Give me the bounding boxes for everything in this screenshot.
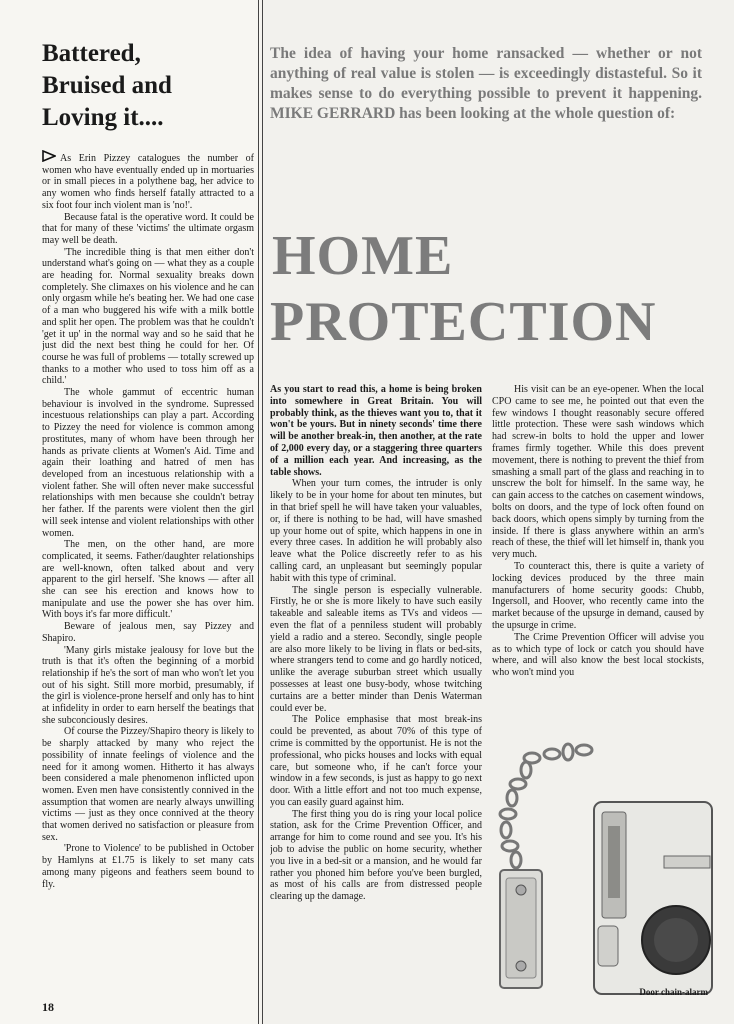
column-divider: [262, 0, 263, 1024]
paragraph: The Police emphasise that most break-ins could be prevented, as about 70% of this type of crime is committed by the opportunist. He is not the professional, who picks houses and locks with equal care, but someone who, if he can't force your window in a few seconds, is just as happy to go next door. With a little effort and not too much expense, you can easily guard against him.: [270, 714, 482, 808]
triangle-bullet-icon: [42, 150, 56, 162]
paragraph: When your turn comes, the intruder is only likely to be in your home for about ten minutes, but in that brief spell he will have taken your valuables, or, if there is nothing to be had, will have smashed up your home out of spite, which happens in one in every three cases. In addition he will probably also leave what the Police discreetly refer to as his calling card, an unpleasant but seemingly popular habit with this type of criminal.: [270, 478, 482, 584]
alarm-unit-icon: [594, 802, 712, 994]
paragraph: The whole gammut of eccentric human behaviour is involved in the syndrome. Supressed incestuous relationships can play a part. According to Pizzey the need for violence is common among prostitutes, many of whom have been through her hands as private clients at Women's Aid. Time and again their loathing and hatred of men has developed from an incestuous relationship with a violent father. She will often never make successful relationships with men because she couldn't betray her father. If the parents were violent then the girl will seek intense and violent relationships with other women.: [42, 387, 254, 539]
paragraph: 'Prone to Violence' to be published in October by Hamlyns at £1.75 is likely to set many cats among many pigeons and feathers seem bound to fly.: [42, 843, 254, 890]
article-intro: The idea of having your home ransacked — whether or not anything of real value is stolen — is exceedingly distasteful. So it makes sense to do everything possible to prevent it happening. MIKE GERRARD has been looking at the whole question of:: [270, 45, 702, 122]
left-article-body: [42, 150, 254, 998]
paragraph: The single person is especially vulnerable. Firstly, he or she is more likely to have such easily takeable and saleable items as TVs and videos — even the flat of a penniless student will probably yield a radio and a stereo. Secondly, single people are also more likely to be living in flats or bed-sits, where strangers tend to come and go hardly noticed, unlike the average suburban street which usually possesses at least one busy-body, whose twitching curtains are a better minder than Denis Waterman could ever be.: [270, 584, 482, 714]
paragraph: Beware of jealous men, say Pizzey and Shapiro.: [42, 621, 254, 644]
paragraph: The men, on the other hand, are more complicated, it seems. Father/daughter relationships are well-known, often talked about and very apparent to the girl herself. 'She knows — after all she can see his erection and knows how to manipulate and use the power she has over him. With boys it's far more difficult.': [42, 539, 254, 621]
paragraph: As Erin Pizzey catalogues the number of women who have eventually ended up in mortuaries or in small pieces in a polythene bag, her advice to any women who finds herself fatally attracted to a six foot four inch violent man is 'no!'.: [42, 150, 254, 212]
chain-slider-icon: [500, 870, 542, 988]
paragraph: Of course the Pizzey/Shapiro theory is likely to be sharply attacked by many who reject the possibility of innate feelings of violence and the need for it among women. Hitherto it has always been considered a male phenomenon inflicted upon women. Even men have consistently connived in the assumption that women are nearly always unwilling victims — just as they once connived at the theory that women derived no satisfaction or pleasure from sex.: [42, 726, 254, 843]
title-line: Loving it....: [42, 104, 164, 131]
paragraph: The first thing you do is ring your local police station, ask for the Crime Prevention Officer, and arrange for him to come round and see you. It's his job to advise the public on home security, whether you live in a bed-sit or a mansion, and he would far rather you phoned him before you've been burgled, as most of his calls are from distressed people clearing up the damage.: [270, 808, 482, 903]
paragraph: To counteract this, there is quite a variety of locking devices produced by the three main manufacturers of home security goods: Chubb, Ingersoll, and Hoover, who recently came into the market because of the upsurge in demand, caused by the upsurge in crime.: [492, 560, 704, 631]
door-chain-alarm-photo: [492, 740, 714, 1002]
paragraph: The Crime Prevention Officer will advise you as to which type of lock or catch you should have where, and will also know the best local stockists, who won't mind you: [492, 631, 704, 679]
headline-home: HOME: [272, 225, 454, 287]
article-column-2: [492, 384, 704, 740]
paragraph: His visit can be an eye-opener. When the local CPO came to see me, he pointed out that even the few windows I thought reasonably secure offered little protection. These were sash windows which had screw-in bolts to hold the upper and lower frames firmly together. While this does prevent movement, there is nothing to prevent the thief from smashing a small part of the glass and reaching in to unscrew the bolt for himself. In the same way, he can gain access to the catches on casement windows, bolts on doors, and the type of lock often found on back doors, which opens simply by turning from the inside. If there is glass anywhere within an arm's reach of these, the thief will let himself in, thank you very much.: [492, 384, 704, 561]
paragraph: Because fatal is the operative word. It could be that for many of these 'victims' the ultimate orgasm may well be death.: [42, 211, 254, 246]
paragraph: 'The incredible thing is that men either don't understand what's going on — what they as a couple are heading for. Normal sexuality breaks down completely. She climaxes on his violence and he can only orgasm while he's beating her. We had one case of a man who buggered his wife with a milk bottle and split her open. The problem was that he couldn't 'get it up' in the normal way and so he said that he just did the next best thing he could for her. Of course he was full of problems — totally screwed up thanks to a mother who used to toss him off as a child.': [42, 246, 254, 387]
paragraph: 'Many girls mistake jealousy for love but the truth is that it's often the beginning of a morbid relationship if he's the sort of man who won't let you out of his sight. Still more morbid, presumably, if the girl is violence-prone herself and only has to hint at infidelity in order to earn herself the beatings that she subconciously desires.: [42, 644, 254, 726]
photo-caption: Door chain-alarm: [639, 987, 708, 997]
article-column-1: [270, 384, 482, 1000]
headline-protection: PROTECTION: [270, 291, 657, 353]
lead-paragraph: As you start to read this, a home is being broken into somewhere in Great Britain. You will probably think, as the thieves want you to, that it won't be yours. But in ninety seconds' time there will be another break-in, then another, at the rate of 2,000 every day, or a staggering three quarters of a million each year. And increasing, as the table shows.: [270, 384, 482, 478]
left-article-title: [42, 38, 252, 134]
title-line: Bruised and: [42, 72, 172, 99]
column-divider: [258, 0, 259, 1024]
title-line: Battered,: [42, 40, 141, 67]
page-number: 18: [42, 1000, 54, 1014]
